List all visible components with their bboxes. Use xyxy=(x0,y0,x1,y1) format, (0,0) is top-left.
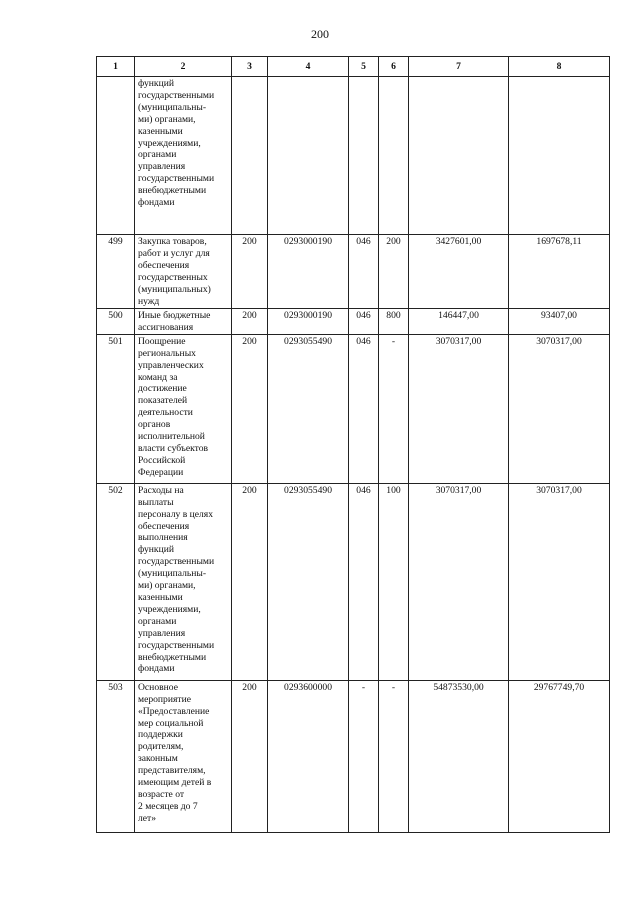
row-col-7 xyxy=(409,77,509,235)
table-row xyxy=(97,680,610,832)
header-col-3: 3 xyxy=(232,57,268,77)
table-row xyxy=(97,77,610,235)
row-col-3: 200 xyxy=(232,483,268,680)
row-col-5 xyxy=(349,77,379,235)
header-col-2: 2 xyxy=(135,57,232,77)
row-col-8: 1697678,11 xyxy=(509,235,610,309)
row-col-5: 046 xyxy=(349,235,379,309)
row-col-8: 93407,00 xyxy=(509,309,610,335)
row-col-6 xyxy=(379,77,409,235)
row-name: Расходы на выплаты персоналу в целях обеспечения выполнения функций государственными (муниципальны- ми) органами, казенными учреждениями, органами управления государственными внебюджетными фондами xyxy=(135,483,232,680)
row-col-8: 29767749,70 xyxy=(509,680,610,832)
row-number: 503 xyxy=(97,680,135,832)
row-col-6: 100 xyxy=(379,483,409,680)
row-col-7: 3070317,00 xyxy=(409,483,509,680)
header-col-5: 5 xyxy=(349,57,379,77)
row-col-7: 54873530,00 xyxy=(409,680,509,832)
row-col-5: 046 xyxy=(349,483,379,680)
header-col-8: 8 xyxy=(509,57,610,77)
row-name: Закупка товаров, работ и услуг для обеспечения государственных (муниципальных) нужд xyxy=(135,235,232,309)
row-col-6: 800 xyxy=(379,309,409,335)
page-number: 200 xyxy=(311,27,329,41)
row-col-4: 0293055490 xyxy=(268,483,349,680)
row-col-5: 046 xyxy=(349,309,379,335)
row-number: 499 xyxy=(97,235,135,309)
row-name: Поощрение региональных управленческих команд за достижение показателей деятельности органов исполнительной власти субъектов Российской Федерации xyxy=(135,334,232,483)
row-name: Иные бюджетные ассигнования xyxy=(135,309,232,335)
row-col-4: 0293000190 xyxy=(268,235,349,309)
table-row xyxy=(97,235,610,309)
row-col-4: 0293000190 xyxy=(268,309,349,335)
row-col-6: - xyxy=(379,680,409,832)
row-number: 500 xyxy=(97,309,135,335)
row-col-6: 200 xyxy=(379,235,409,309)
row-col-3: 200 xyxy=(232,680,268,832)
row-col-3: 200 xyxy=(232,334,268,483)
row-col-4 xyxy=(268,77,349,235)
row-col-4: 0293600000 xyxy=(268,680,349,832)
row-name: функций государственными (муниципальны- ми) органами, казенными учреждениями, органами управления государственными внебюджетными фондами xyxy=(135,77,232,235)
row-number xyxy=(97,77,135,235)
header-col-4: 4 xyxy=(268,57,349,77)
row-number: 501 xyxy=(97,334,135,483)
row-number: 502 xyxy=(97,483,135,680)
row-col-6: - xyxy=(379,334,409,483)
header-col-1: 1 xyxy=(97,57,135,77)
row-col-5: - xyxy=(349,680,379,832)
row-col-7: 146447,00 xyxy=(409,309,509,335)
row-col-4: 0293055490 xyxy=(268,334,349,483)
row-col-5: 046 xyxy=(349,334,379,483)
header-col-7: 7 xyxy=(409,57,509,77)
row-col-3 xyxy=(232,77,268,235)
row-name: Основное мероприятие «Предоставление мер социальной поддержки родителям, законным представителям, имеющим детей в возрасте от 2 месяцев до 7 лет» xyxy=(135,680,232,832)
row-col-8: 3070317,00 xyxy=(509,483,610,680)
row-col-7: 3070317,00 xyxy=(409,334,509,483)
budget-table xyxy=(96,56,610,833)
table-row xyxy=(97,309,610,335)
row-col-8 xyxy=(509,77,610,235)
table-row xyxy=(97,334,610,483)
row-col-3: 200 xyxy=(232,309,268,335)
table-row xyxy=(97,483,610,680)
row-col-3: 200 xyxy=(232,235,268,309)
table-header-row xyxy=(97,57,610,77)
row-col-8: 3070317,00 xyxy=(509,334,610,483)
row-col-7: 3427601,00 xyxy=(409,235,509,309)
header-col-6: 6 xyxy=(379,57,409,77)
